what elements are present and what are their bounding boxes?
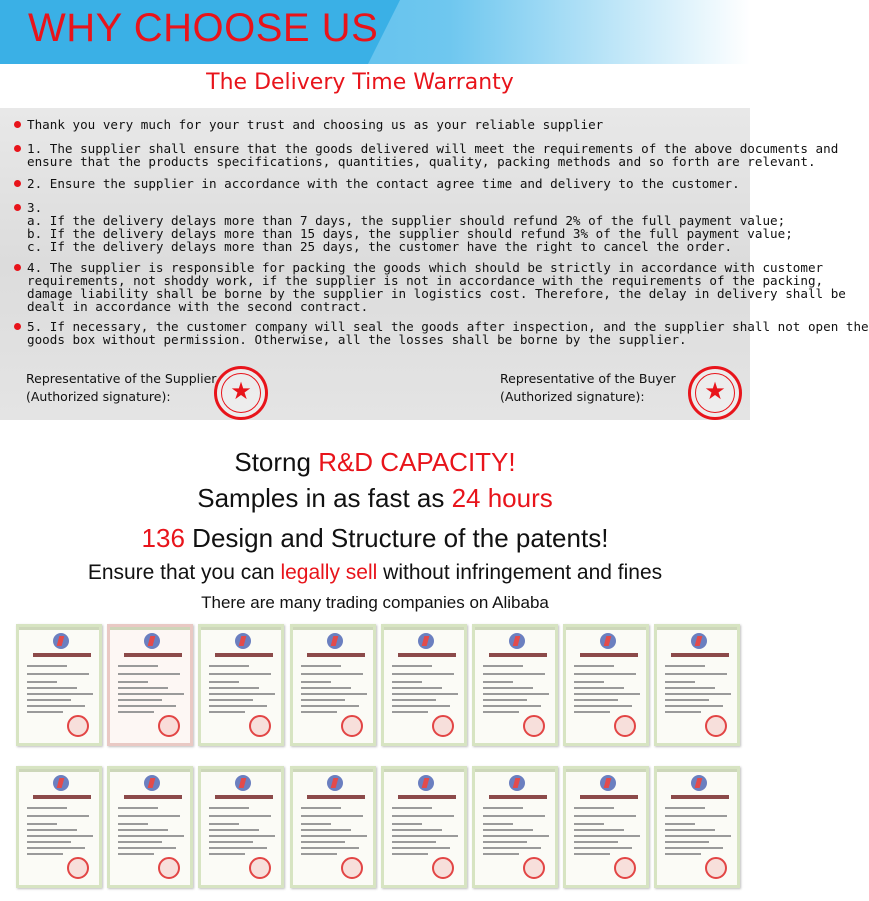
patent-certificate-icon (198, 624, 284, 746)
patent-certificate-icon (16, 624, 102, 746)
bullet-icon (14, 180, 21, 187)
red-star-seal-icon: ★ (688, 366, 742, 420)
patent-certificate-icon (381, 766, 467, 888)
warranty-line: dealt in accordance with the second contract. (27, 299, 369, 314)
warranty-line: damage liability shall be borne by the supplier in logistics cost. Therefore, the delay in delivery shall be (27, 286, 846, 301)
samples-highlight: 24 hours (451, 483, 553, 513)
supplier-sig-label: (Authorized signature): (26, 389, 171, 404)
samples-text: Samples in as fast as (197, 483, 452, 513)
patents-exclamation: ! (601, 523, 609, 553)
buyer-sig-label: (Authorized signature): (500, 389, 645, 404)
patents-text: Design and Structure of the patents (184, 523, 602, 553)
buyer-signature-block (500, 370, 676, 406)
patent-certificate-icon (563, 766, 649, 888)
warranty-line: b. If the delivery delays more than 15 days, the supplier should refund 3% of the full payment value; (27, 226, 793, 241)
samples-line (0, 483, 750, 514)
header-banner (0, 0, 750, 64)
warranty-item (14, 118, 714, 131)
warranty-line: requirements, not shoddy work, if the supplier is not in accordance with the requirements of the packing, (27, 273, 824, 288)
warranty-line: 3. (27, 200, 43, 215)
bullet-icon (14, 323, 21, 330)
patent-certificate-icon (654, 766, 740, 888)
alibaba-line: There are many trading companies on Alibaba (201, 593, 549, 612)
patent-certificate-icon (563, 624, 649, 746)
patent-certificate-icon (381, 624, 467, 746)
warranty-line: Thank you very much for your trust and choosing us as your reliable supplier (27, 117, 604, 132)
patents-line (0, 523, 750, 554)
legal-highlight: legally sell (280, 561, 378, 584)
banner-title: WHY CHOOSE US (28, 6, 379, 50)
rd-heading (0, 447, 750, 478)
rd-heading-highlight: R&D CAPACITY! (318, 447, 516, 477)
supplier-signature-block (26, 370, 216, 406)
warranty-line: goods box without permission. Otherwise, all the losses shall be borne by the supplier. (27, 332, 687, 347)
warranty-box (0, 108, 869, 420)
bullet-icon (14, 121, 21, 128)
patent-certificate-icon (290, 624, 376, 746)
patent-certificate-icon (198, 766, 284, 888)
legal-text-b: without infringement and fines (377, 561, 663, 584)
patents-count: 136 (141, 523, 185, 553)
warranty-line: 5. If necessary, the customer company will seal the goods after inspection, and the supplier shall not open the (27, 319, 869, 334)
legal-line (0, 561, 750, 585)
warranty-item (14, 319, 869, 347)
bullet-icon (14, 145, 21, 152)
warranty-line: ensure that the products specifications, quantities, quality, packing methods and so forth are relevant. (27, 154, 816, 169)
warranty-item (14, 200, 793, 254)
red-star-seal-icon: ★ (214, 366, 268, 420)
patent-certificate-icon (107, 624, 193, 746)
bullet-icon (14, 264, 21, 271)
patent-certificate-icon (107, 766, 193, 888)
warranty-item (14, 141, 839, 169)
patent-certificate-icon (654, 624, 740, 746)
rd-heading-text: Storng (234, 447, 319, 477)
patent-certificate-icon (472, 766, 558, 888)
buyer-rep-label: Representative of the Buyer (500, 371, 676, 386)
warranty-line: c. If the delivery delays more than 25 days, the customer have the right to cancel the order. (27, 239, 733, 254)
warranty-line: 4. The supplier is responsible for packing the goods which should be strictly in accordance with customer (27, 260, 824, 275)
warranty-title: The Delivery Time Warranty (206, 70, 514, 95)
warranty-line: 1. The supplier shall ensure that the goods delivered will meet the requirements of the above documents and (27, 141, 839, 156)
warranty-item (14, 260, 846, 314)
patent-certificate-icon (290, 766, 376, 888)
bullet-icon (14, 204, 21, 211)
warranty-line: 2. Ensure the supplier in accordance with the contact agree time and delivery to the customer. (27, 176, 740, 191)
supplier-rep-label: Representative of the Supplier (26, 371, 217, 386)
legal-text-a: Ensure that you can (87, 561, 281, 584)
patent-certificate-icon (16, 766, 102, 888)
patent-certificate-icon (472, 624, 558, 746)
warranty-item (14, 176, 740, 191)
warranty-line: a. If the delivery delays more than 7 days, the supplier should refund 2% of the full payment value; (27, 213, 786, 228)
